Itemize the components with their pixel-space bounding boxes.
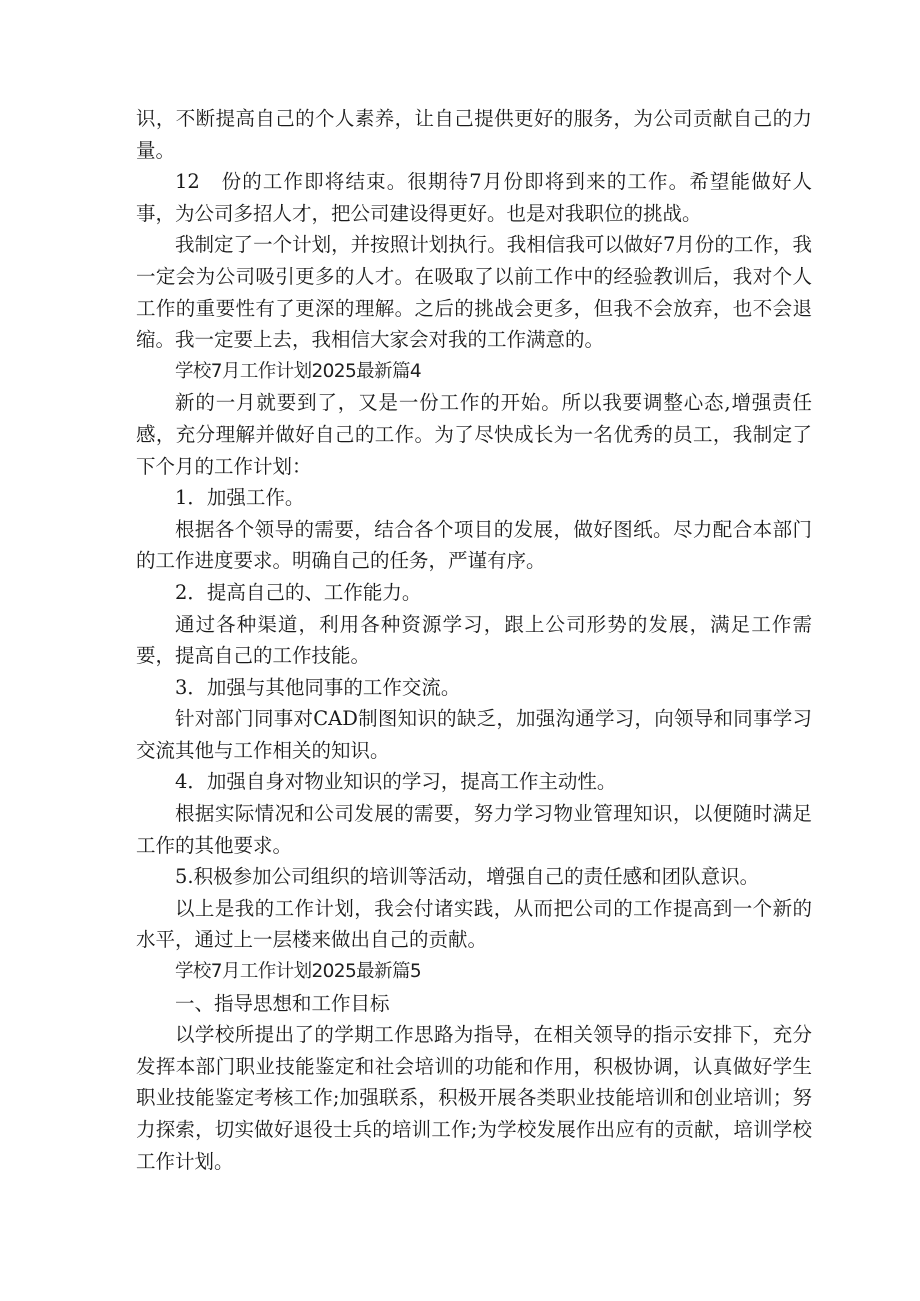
subheading-guiding-thought: 一、指导思想和工作目标 [175,991,390,1015]
list-item-4: 4．加强自身对物业知识的学习，提高工作主动性。 [175,770,617,794]
paragraph-item-4-detail: 根据实际情况和公司发展的需要，努力学习物业管理知识，以便随时满足工作的其他要求。 [136,802,812,857]
list-item-3: 3．加强与其他同事的工作交流。 [175,675,461,699]
paragraph-item-2-detail: 通过各种渠道，利用各种资源学习，跟上公司形势的发展，满足工作需要，提高自己的工作技能。 [136,612,812,668]
paragraph-item-3-detail: 针对部门同事对CAD制图知识的缺乏，加强沟通学习，向领导和同事学习交流其他与工作相关的知识。 [136,707,812,762]
paragraph-guiding-detail: 以学校所提出了的学期工作思路为指导，在相关领导的指示安排下，充分发挥本部门职业技能鉴定和社会培训的功能和作用，积极协调，认真做好学生职业技能鉴定考核工作;加强联系，积极开展各类职业技能培训和创业培训；努力探索，切实做好退役士兵的培训工作;为学校发展作出应有的贡献，培训学校工作计划。 [136,1023,812,1173]
paragraph-new-month: 新的一月就要到了，又是一份工作的开始。所以我要调整心态,增强责任感，充分理解并做好自己的工作。为了尽快成长为一名优秀的员工，我制定了下个月的工作计划： [136,391,812,478]
paragraph-continuation: 识，不断提高自己的个人素养，让自己提供更好的服务，为公司贡献自己的力量。 [136,107,812,162]
section-heading-part5: 学校7月工作计划2025最新篇5 [175,961,422,983]
list-item-1: 1．加强工作。 [175,486,305,510]
paragraph-june-work: 12 份的工作即将结束。很期待7月份即将到来的工作。希望能做好人事，为公司多招人才，把公司建设得更好。也是对我职位的挑战。 [136,170,812,225]
paragraph-plan: 我制定了一个计划，并按照计划执行。我相信我可以做好7月份的工作，我一定会为公司吸引更多的人才。在吸取了以前工作中的经验教训后，我对个人工作的重要性有了更深的理解。之后的挑战会更多，但我不会放弃，也不会退缩。我一定要上去，我相信大家会对我的工作满意的。 [136,233,812,352]
paragraph-item-1-detail: 根据各个领导的需要，结合各个项目的发展，做好图纸。尽力配合本部门的工作进度要求。明确自己的任务，严谨有序。 [136,517,812,573]
list-item-2: 2．提高自己的、工作能力。 [175,580,422,604]
section-heading-part4: 学校7月工作计划2025最新篇4 [175,360,422,382]
document-body [136,103,812,1177]
list-item-5: 5.积极参加公司组织的培训等活动，增强自己的责任感和团队意识。 [175,865,760,889]
paragraph-summary: 以上是我的工作计划，我会付诸实践，从而把公司的工作提高到一个新的水平，通过上一层楼来做出自己的贡献。 [136,896,812,952]
